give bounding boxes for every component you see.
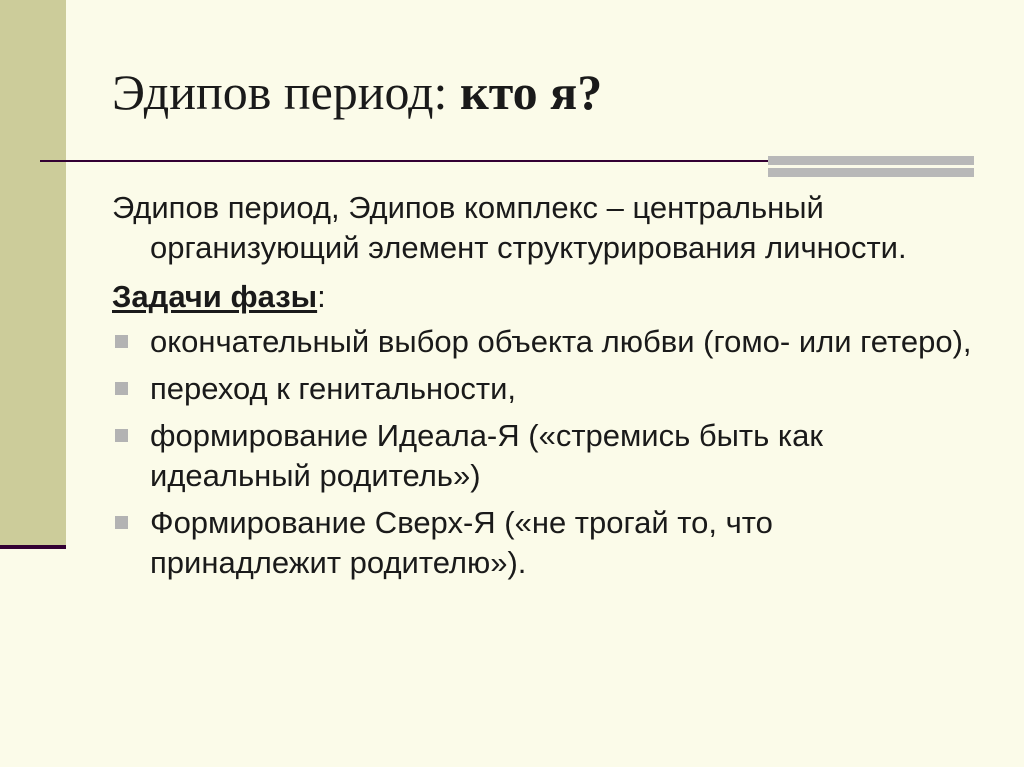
list-item (112, 322, 972, 362)
slide-title-normal: Эдипов период: (112, 64, 460, 120)
list-item-text: окончательный выбор объекта любви (гомо- или гетеро), (150, 324, 972, 359)
tasks-heading (112, 277, 972, 317)
list-item (112, 369, 972, 409)
square-bullet-icon (115, 516, 128, 529)
square-bullet-icon (115, 335, 128, 348)
slide-body (112, 188, 972, 590)
slide-title (112, 62, 602, 122)
list-item (112, 416, 972, 496)
tasks-heading-label: Задачи фазы (112, 279, 318, 314)
list-item-text: переход к генитальности, (150, 371, 517, 406)
square-bullet-icon (115, 382, 128, 395)
task-list (112, 322, 972, 583)
intro-paragraph: Эдипов период, Эдипов комплекс – центральный организующий элемент структурирования личности. (112, 190, 907, 265)
title-accent-bar (768, 156, 974, 177)
side-decorative-band (0, 0, 66, 545)
list-item (112, 503, 972, 583)
list-item-text: Формирование Сверх-Я («не трогай то, что принадлежит родителю»). (150, 505, 773, 580)
slide-title-bold: кто я? (459, 64, 603, 120)
list-item-text: формирование Идеала-Я («стремись быть как идеальный родитель») (150, 418, 823, 493)
side-divider-line (0, 545, 66, 549)
square-bullet-icon (115, 429, 128, 442)
tasks-heading-colon: : (317, 279, 326, 314)
